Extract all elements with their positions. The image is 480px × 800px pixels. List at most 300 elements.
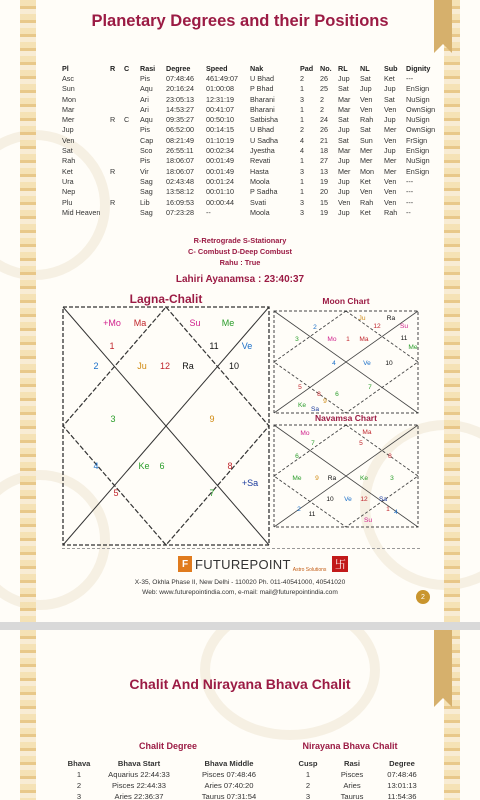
chart-label: Ke	[297, 402, 307, 409]
column-header: Nak	[250, 63, 264, 73]
planet-cell: Sun	[62, 84, 75, 94]
planet-cell: Cap	[140, 135, 154, 145]
planet-cell	[124, 187, 140, 197]
table-cell: 2	[305, 781, 311, 790]
planet-cell: 13	[320, 166, 328, 176]
planet-cell	[110, 125, 124, 135]
chart-label: 8	[227, 461, 233, 471]
planet-cell: 20:16:24	[166, 84, 194, 94]
planet-cell: 1	[300, 84, 304, 94]
column-header: Bhava	[67, 759, 91, 768]
planet-cell: FrSign	[406, 135, 428, 145]
planet-cell: 09:35:27	[166, 115, 194, 125]
planet-cell: Mer	[62, 115, 75, 125]
chalit-degree-table	[64, 758, 274, 800]
planet-cell	[124, 197, 140, 207]
left-decorative-border	[20, 0, 36, 622]
planet-cell: 2	[320, 104, 324, 114]
planet-cell: Asc	[62, 73, 74, 83]
planet-cell: Ven	[360, 94, 373, 104]
planet-cell: Mer	[384, 156, 397, 166]
planet-table-header	[62, 63, 440, 73]
planet-row	[62, 166, 440, 176]
chart-label: Mo	[300, 430, 310, 437]
table-row	[64, 769, 274, 780]
planet-cell: Pis	[140, 73, 150, 83]
planet-cell: 16:09:53	[166, 197, 194, 207]
planet-row	[62, 176, 440, 186]
table-cell: 1	[305, 770, 311, 779]
planet-cell: Pis	[140, 156, 150, 166]
planet-cell: Rah	[62, 156, 76, 166]
planet-cell: 26	[320, 125, 328, 135]
planet-row	[62, 187, 440, 197]
chart-label: 9	[323, 398, 327, 405]
chart-label: 7	[368, 384, 372, 391]
table-row	[290, 780, 426, 791]
planet-cell	[124, 73, 140, 83]
page-number: 2	[416, 590, 430, 604]
planet-cell: Satbisha	[250, 115, 278, 125]
planet-cell	[124, 135, 140, 145]
planet-cell	[124, 125, 140, 135]
planet-cell: Bharani	[250, 94, 275, 104]
table-cell: 13:01:13	[387, 781, 417, 790]
chart-label: 9	[315, 475, 319, 482]
planet-cell: 08:21:49	[166, 135, 194, 145]
planet-cell: 4	[300, 146, 304, 156]
lagna-chalit-chart	[62, 306, 270, 546]
column-header: Bhava Start	[117, 759, 161, 768]
chart-label: 12	[373, 323, 381, 330]
planet-cell: Jup	[338, 125, 350, 135]
moon-chart	[273, 310, 419, 414]
planet-cell: 00:41:07	[206, 104, 234, 114]
planet-cell: 19	[320, 207, 328, 217]
chart-label: 6	[295, 453, 299, 460]
planet-cell	[124, 166, 140, 176]
company-tagline: Astro Solutions	[292, 567, 327, 573]
planet-cell: 18	[320, 146, 328, 156]
planet-cell: 07:48:46	[166, 73, 194, 83]
chart-label: +Mo	[103, 318, 121, 328]
planet-cell: 01:00:08	[206, 84, 234, 94]
planet-cell: ---	[406, 73, 414, 83]
chart-label: 7	[209, 488, 215, 498]
planet-cell: 3	[300, 94, 304, 104]
planet-cell	[110, 135, 124, 145]
planet-cell: Mon	[62, 94, 76, 104]
chart-label: 10	[385, 360, 393, 367]
chart-label: 1	[109, 341, 115, 351]
planet-cell: C	[124, 115, 130, 125]
planet-cell: 15	[320, 197, 328, 207]
chart-label: +Sa	[241, 478, 259, 488]
planet-cell: Mar	[338, 104, 351, 114]
chart-label: 7	[311, 440, 315, 447]
planet-cell: ---	[406, 197, 414, 207]
column-header: Bhava Middle	[204, 759, 254, 768]
chart-label: 2	[297, 506, 301, 513]
planet-cell: Rah	[384, 207, 398, 217]
chart-label: 11	[209, 341, 219, 351]
planet-cell: Ket	[62, 166, 73, 176]
chart-label: 6	[159, 461, 165, 471]
chart-label: 10	[326, 496, 334, 503]
chart-label: 12	[360, 496, 368, 503]
planet-cell: 1	[300, 115, 304, 125]
futurepoint-logo	[178, 555, 348, 573]
navamsa-chart	[273, 424, 419, 528]
planet-cell: Pis	[140, 125, 150, 135]
chart-label: 5	[298, 384, 302, 391]
chart-label: Su	[189, 318, 201, 328]
planet-row	[62, 197, 440, 207]
planet-cell: Ven	[338, 197, 351, 207]
planet-cell: Sat	[62, 146, 73, 156]
chart-label: 11	[308, 511, 316, 518]
table-row	[290, 769, 426, 780]
planet-cell: U Bhad	[250, 125, 274, 135]
planet-cell	[124, 94, 140, 104]
chart-label: Ra	[386, 315, 396, 322]
planet-cell: 01:10:19	[206, 135, 234, 145]
planet-cell: Jup	[338, 187, 350, 197]
planet-cell: --	[206, 207, 211, 217]
column-header: Cusp	[298, 759, 318, 768]
planet-cell: Ven	[384, 197, 397, 207]
planet-cell: NuSign	[406, 115, 430, 125]
table-cell: 3	[305, 792, 311, 800]
footer-web: Web: www.futurepointindia.com, e-mail: mail@futurepointindia.com	[142, 589, 338, 596]
chart-label: Ve	[344, 496, 352, 503]
table-cell: Pisces 22:44:33	[111, 781, 167, 790]
planet-cell: Ven	[62, 135, 75, 145]
planet-cell: Ari	[140, 94, 149, 104]
planet-cell: U Sadha	[250, 135, 278, 145]
planet-cell: Lib	[140, 197, 150, 207]
footer-divider	[62, 548, 420, 549]
planet-cell: Rah	[360, 197, 374, 207]
planet-cell: 20	[320, 187, 328, 197]
chart-label: Ma	[133, 318, 147, 328]
planet-cell: 00:14:15	[206, 125, 234, 135]
planet-cell: Jup	[384, 84, 396, 94]
chart-label: 2	[313, 324, 317, 331]
planet-cell: Ari	[140, 104, 149, 114]
chart-label: Ma	[359, 336, 369, 343]
planet-cell: 02:43:48	[166, 176, 194, 186]
table-cell: 11:54:36	[387, 792, 417, 800]
navamsa-chart-title: Navamsa Chart	[315, 413, 377, 423]
planet-cell: 1	[300, 187, 304, 197]
planet-cell: Ven	[360, 187, 373, 197]
table-cell: Aquarius 22:44:33	[108, 770, 170, 779]
planet-cell: Nep	[62, 187, 76, 197]
planet-cell: Ket	[360, 176, 371, 186]
planet-cell: 00:01:24	[206, 176, 234, 186]
planet-cell: Ven	[360, 104, 373, 114]
moon-chart-title: Moon Chart	[322, 296, 370, 306]
column-header: Rasi	[140, 63, 156, 73]
planet-cell: Sun	[360, 135, 373, 145]
planet-cell: NuSign	[406, 94, 430, 104]
planet-cell: 23:05:13	[166, 94, 194, 104]
chart-label: 5	[113, 488, 119, 498]
planet-cell: 2	[300, 125, 304, 135]
planet-cell: EnSign	[406, 84, 430, 94]
column-header: NL	[360, 63, 370, 73]
planet-cell: 1	[300, 176, 304, 186]
planet-cell: 25	[320, 84, 328, 94]
planet-cell	[124, 156, 140, 166]
planet-cell: Mar	[62, 104, 75, 114]
planet-cell: 00:01:10	[206, 187, 234, 197]
planet-cell: Plu	[62, 197, 73, 207]
table-cell: Taurus	[340, 792, 364, 800]
planet-cell: ---	[406, 187, 414, 197]
planet-cell: 00:02:34	[206, 146, 234, 156]
swastik-icon: 卐	[332, 556, 348, 572]
planet-cell: Hasta	[250, 166, 269, 176]
page-title: Planetary Degrees and their Positions	[91, 12, 389, 30]
nirayana-table	[290, 758, 426, 800]
planet-cell: Mer	[360, 146, 373, 156]
chart-label: Su	[399, 323, 409, 330]
planet-cell	[110, 84, 124, 94]
planet-cell: Sag	[140, 187, 153, 197]
chart-label: Ma	[362, 429, 372, 436]
column-header: Degree	[389, 759, 415, 768]
planet-cell: Mer	[384, 166, 397, 176]
column-header: C	[124, 63, 130, 73]
planet-cell: 3	[300, 197, 304, 207]
planet-cell: Sat	[360, 125, 371, 135]
planet-row	[62, 104, 440, 114]
chart-label: 8	[388, 453, 392, 460]
chart-label: Ra	[327, 475, 337, 482]
planet-cell: Ven	[384, 135, 397, 145]
planet-cell	[110, 207, 124, 217]
planet-cell: 24	[320, 115, 328, 125]
chart-label: 9	[209, 414, 215, 424]
planet-cell: Mer	[338, 166, 351, 176]
chart-label: 12	[159, 361, 171, 371]
planet-cell: Bharani	[250, 104, 275, 114]
planet-cell	[124, 176, 140, 186]
planet-row	[62, 114, 440, 124]
column-header: Degree	[166, 63, 191, 73]
column-header: Rasi	[343, 759, 361, 768]
planet-cell	[110, 145, 124, 155]
planet-cell: Mer	[360, 156, 373, 166]
table-row	[64, 791, 274, 800]
planet-cell: Mer	[384, 125, 397, 135]
planet-cell: Aqu	[140, 115, 153, 125]
column-header: R	[110, 63, 116, 73]
planet-row	[62, 207, 440, 217]
nirayana-table-header	[290, 758, 426, 769]
planet-cell: Ven	[384, 104, 397, 114]
planet-cell: Sat	[360, 73, 371, 83]
planet-cell: Svati	[250, 197, 266, 207]
chart-label: 4	[394, 509, 398, 516]
chart-label: 1	[386, 506, 390, 513]
planet-cell: 13:58:12	[166, 187, 194, 197]
planet-cell: R	[110, 115, 116, 125]
planet-cell: Jup	[384, 146, 396, 156]
planet-cell: Moola	[250, 207, 270, 217]
planet-cell: 14:53:27	[166, 104, 194, 114]
chart-label: 4	[332, 360, 336, 367]
planet-cell: ---	[406, 176, 414, 186]
logo-mark-icon: F	[178, 556, 192, 572]
planet-cell: OwnSign	[406, 125, 436, 135]
planet-cell: Revati	[250, 156, 271, 166]
planet-cell: U Bhad	[250, 73, 274, 83]
chart-label: Ju	[137, 361, 147, 371]
nirayana-title: Nirayana Bhava Chalit	[302, 741, 398, 751]
planet-cell: 19	[320, 176, 328, 186]
planet-cell: R	[110, 197, 116, 207]
planet-cell: Vir	[140, 166, 149, 176]
planet-cell: Moola	[250, 176, 270, 186]
planet-cell: Mon	[360, 166, 374, 176]
planet-cell	[110, 94, 124, 104]
planet-row	[62, 94, 440, 104]
chart-label: 4	[93, 461, 99, 471]
column-header: Pl	[62, 63, 69, 73]
planet-cell: Ven	[384, 187, 397, 197]
chalit-degree-title: Chalit Degree	[138, 741, 198, 751]
table-cell: Aries	[343, 781, 361, 790]
right-decorative-border	[444, 0, 460, 622]
chart-label: 6	[335, 391, 339, 398]
planet-cell: Rah	[360, 115, 374, 125]
chart-label: Ju	[358, 315, 366, 322]
chart-label: Sa	[378, 496, 388, 503]
footer-address: X-35, Okhla Phase II, New Delhi - 110020 Ph. 011-40541000, 40541020	[134, 579, 346, 586]
planet-cell: 1	[300, 156, 304, 166]
planet-cell: 18:06:07	[166, 166, 194, 176]
planet-cell: Ura	[62, 176, 74, 186]
planet-cell: Jup	[338, 156, 350, 166]
chart-label: 3	[390, 475, 394, 482]
planet-cell: Ven	[384, 176, 397, 186]
chart-label: Ve	[363, 360, 371, 367]
planet-cell: Jyestha	[250, 146, 275, 156]
chart-label: 2	[93, 361, 99, 371]
planet-cell: NuSign	[406, 156, 430, 166]
table-cell: 07:48:46	[387, 770, 417, 779]
planet-cell	[110, 176, 124, 186]
planet-cell: OwnSign	[406, 104, 436, 114]
table-cell: 3	[76, 792, 82, 800]
chart-label: Sa	[310, 406, 320, 413]
table-row	[290, 791, 426, 800]
planet-cell: 00:01:49	[206, 166, 234, 176]
ayanamsa-value: Lahiri Ayanamsa : 23:40:37	[175, 274, 305, 285]
table-cell: 1	[76, 770, 82, 779]
legend-line: C- Combust D-Deep Combust	[188, 247, 292, 256]
planet-row	[62, 125, 440, 135]
chart-label: Ve	[241, 341, 253, 351]
planet-cell	[110, 104, 124, 114]
planet-cell: 1	[300, 104, 304, 114]
planet-cell: 26:55:11	[166, 146, 194, 156]
chart-label: 5	[359, 440, 363, 447]
planet-cell	[124, 145, 140, 155]
chart-label: Ke	[138, 461, 150, 471]
chalit-table-header	[64, 758, 274, 769]
report-page-2	[0, 630, 480, 800]
table-cell: 2	[76, 781, 82, 790]
planet-cell: 00:50:10	[206, 115, 234, 125]
planet-cell: 4	[300, 135, 304, 145]
planet-cell: EnSign	[406, 146, 430, 156]
planet-cell: 18:06:07	[166, 156, 194, 166]
left-decorative-border	[20, 630, 36, 800]
column-header: No.	[320, 63, 332, 73]
planet-cell: Jup	[338, 176, 350, 186]
planet-cell: Mid Heaven	[62, 207, 101, 217]
planet-row	[62, 145, 440, 155]
table-row	[64, 780, 274, 791]
planet-cell: Aqu	[140, 84, 153, 94]
planet-cell: Ket	[384, 73, 395, 83]
planet-cell: 12:31:19	[206, 94, 234, 104]
chart-label: 8	[317, 391, 321, 398]
column-header: Dignity	[406, 63, 431, 73]
planet-cell: EnSign	[406, 166, 430, 176]
planet-cell: 461:49:07	[206, 73, 238, 83]
planet-cell: 26	[320, 73, 328, 83]
planet-cell: Mar	[338, 94, 351, 104]
planet-cell: Jup	[360, 84, 372, 94]
legend-line: Rahu : True	[219, 258, 261, 267]
chart-label: Mo	[327, 336, 337, 343]
column-header: Pad	[300, 63, 314, 73]
chart-label: 3	[110, 414, 116, 424]
lagna-chart-title: Lagna-Chalit	[129, 292, 203, 306]
planet-row	[62, 156, 440, 166]
planet-cell: 21	[320, 135, 328, 145]
planet-cell: Sag	[140, 176, 153, 186]
planet-cell: Sat	[338, 84, 349, 94]
chart-label: Ra	[182, 361, 194, 371]
table-cell: Pisces 07:48:46	[201, 770, 257, 779]
column-header: Speed	[206, 63, 228, 73]
planet-cell: 2	[300, 73, 304, 83]
chart-label: Me	[408, 344, 418, 351]
planet-cell: Mar	[338, 146, 351, 156]
planet-cell: Sag	[140, 207, 153, 217]
chart-label: Me	[221, 318, 235, 328]
chart-label: Su	[363, 517, 373, 524]
company-name: FUTUREPOINT	[195, 556, 291, 572]
planet-cell	[110, 73, 124, 83]
planet-cell: 06:52:00	[166, 125, 194, 135]
planet-row	[62, 135, 440, 145]
planet-cell: 2	[320, 94, 324, 104]
planet-cell: Jup	[62, 125, 74, 135]
table-cell: Pisces	[340, 770, 364, 779]
chart-label: 3	[295, 336, 299, 343]
chart-label: 10	[228, 361, 240, 371]
planet-cell: 3	[300, 166, 304, 176]
planet-cell: --	[406, 207, 411, 217]
chart-label: 11	[400, 335, 408, 342]
